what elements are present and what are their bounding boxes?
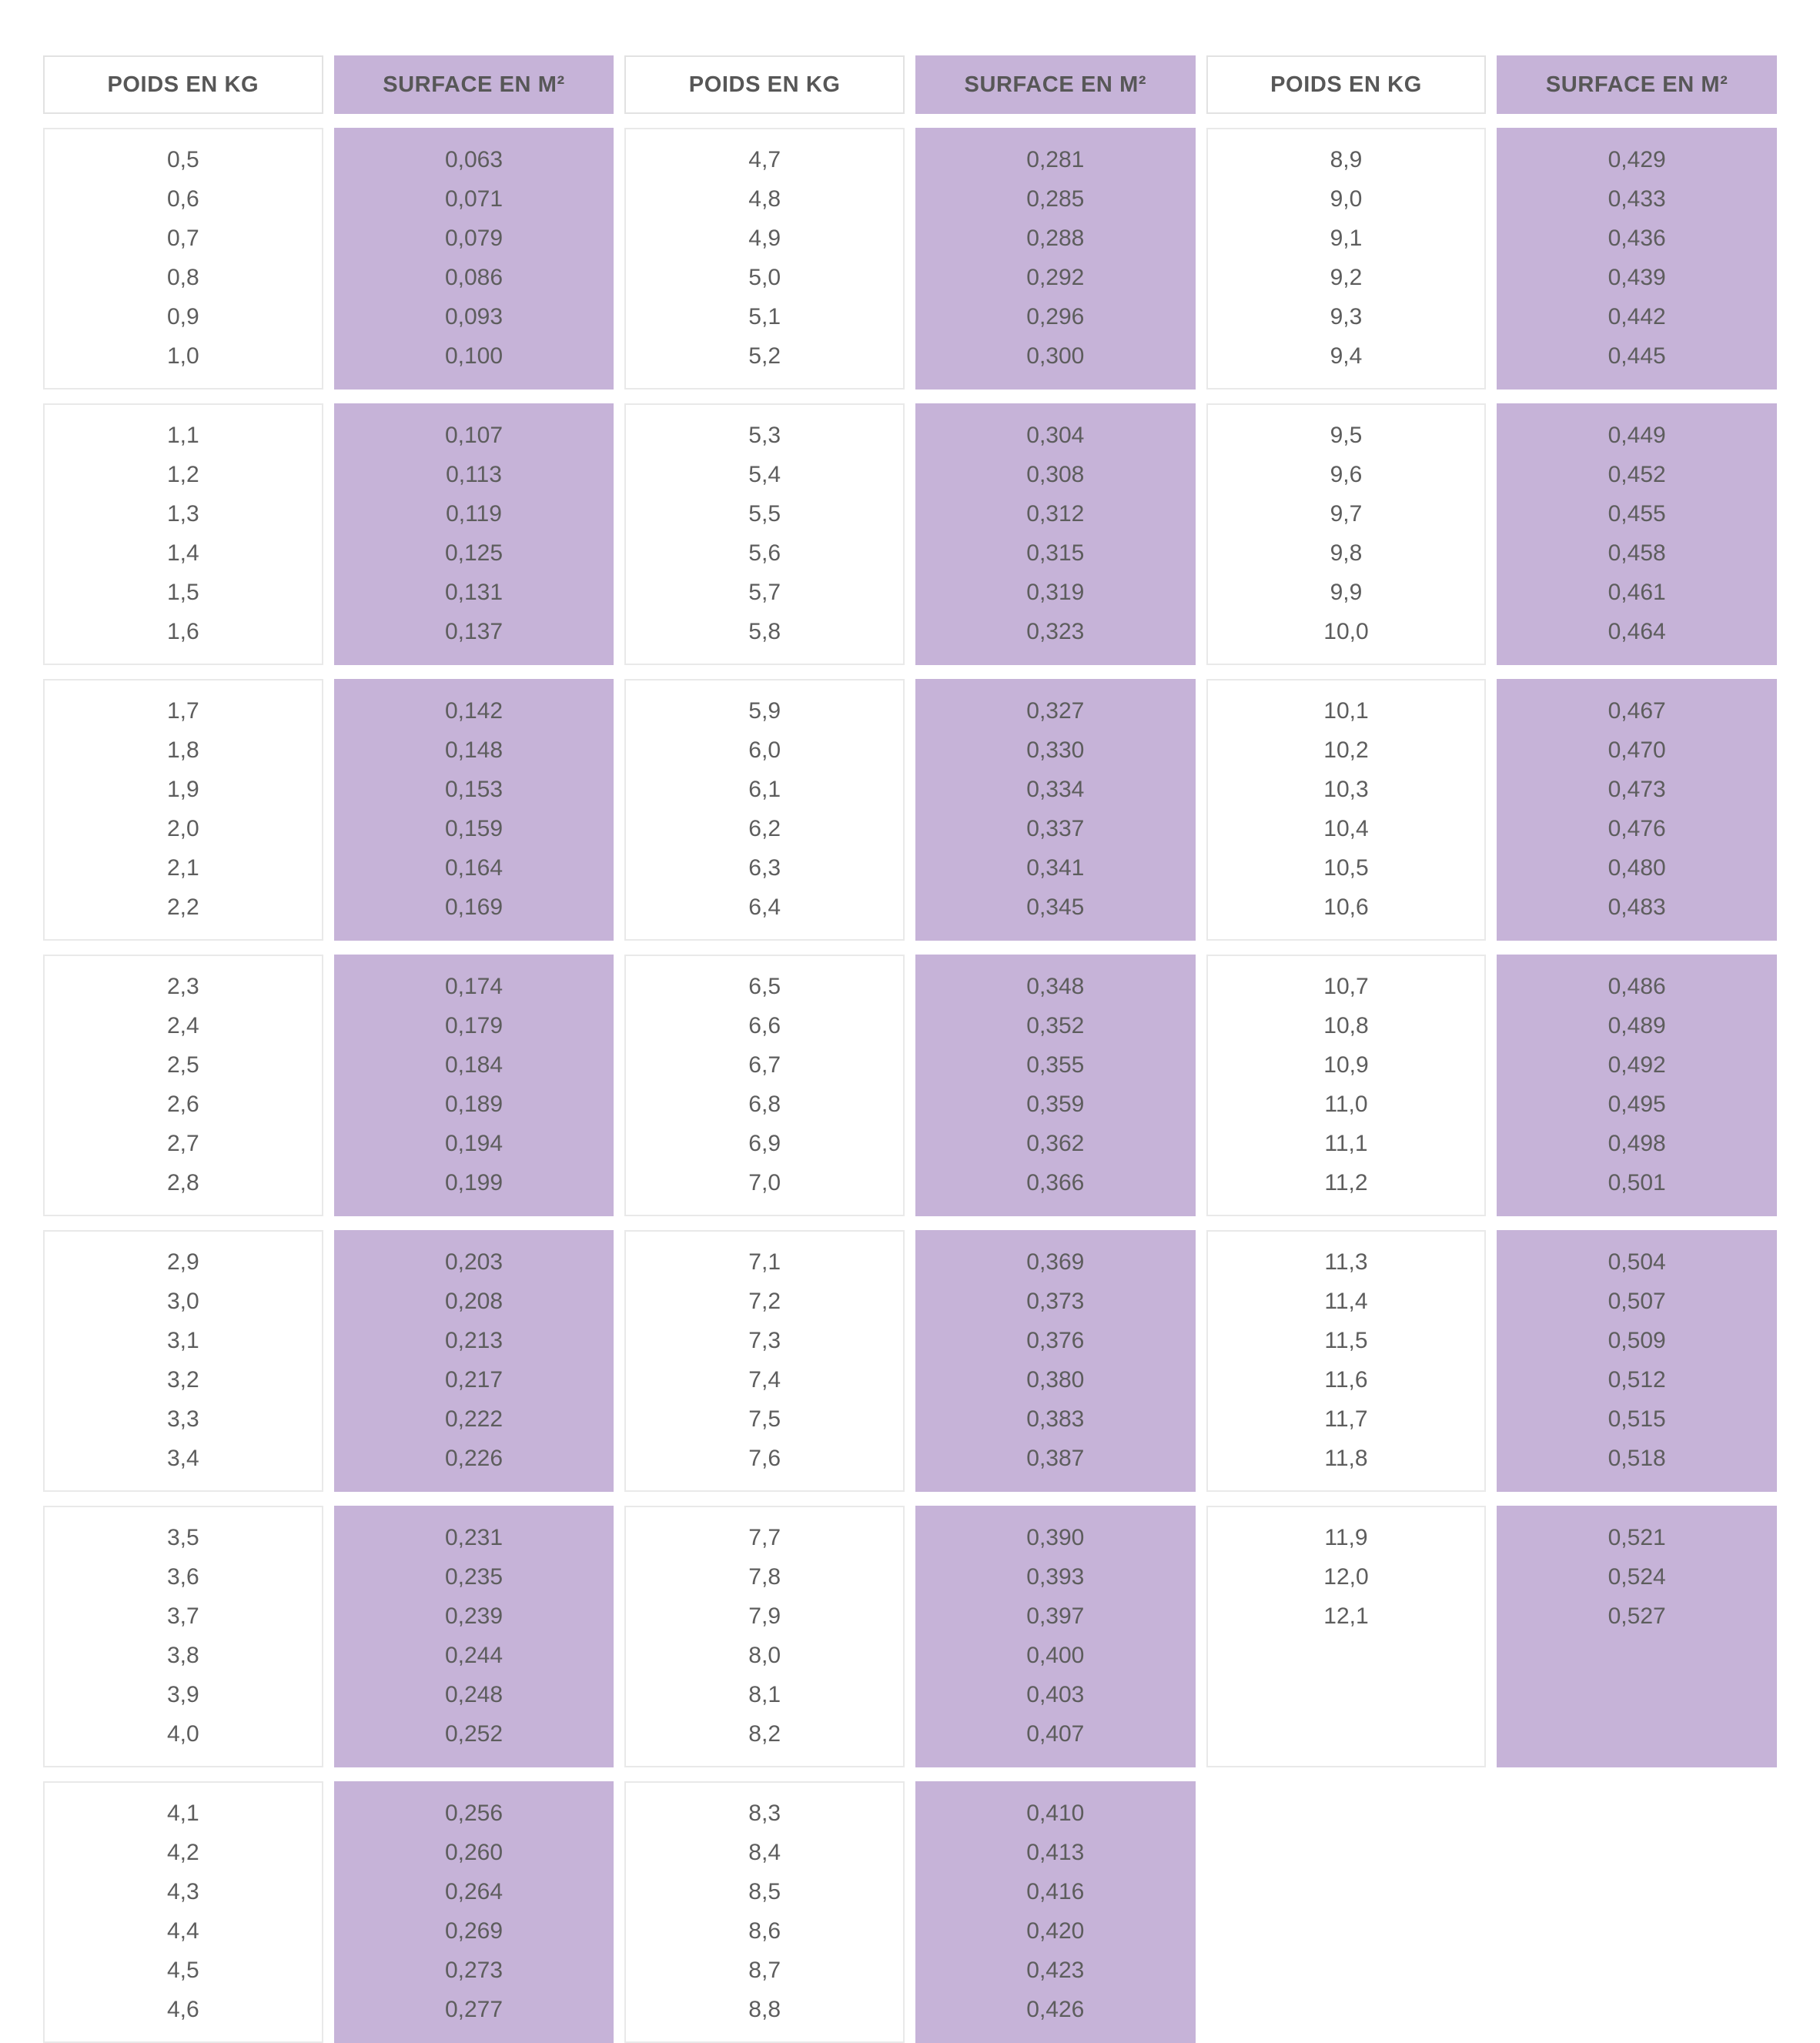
table-value: 1,1 [166,423,199,448]
table-value: 0,194 [444,1131,504,1156]
table-cell [334,1506,614,1767]
table-value: 8,6 [748,1918,781,1944]
table-value: 2,7 [166,1131,199,1156]
table-value: 11,1 [1324,1131,1368,1156]
table-value: 0,296 [1026,304,1085,329]
table-value: 0,495 [1608,1092,1666,1117]
table-value: 7,1 [748,1249,781,1275]
table-value: 6,6 [748,1013,781,1038]
table-value: 0,107 [444,423,504,448]
table-value: 10,7 [1323,974,1369,999]
table-value: 10,2 [1323,737,1369,763]
table-value: 0,407 [1026,1721,1085,1747]
table-cell [334,1230,614,1492]
table-value: 0,063 [444,147,504,172]
column-header-surface-1: SURFACE EN M² [334,55,614,114]
table-value: 8,5 [748,1879,781,1904]
table-value: 0,429 [1608,147,1666,172]
table-value: 0,8 [166,265,199,290]
table-value: 0,455 [1608,501,1666,527]
table-value: 5,5 [748,501,781,527]
table-value: 0,512 [1608,1367,1666,1393]
table-value: 1,2 [166,462,199,487]
table-value: 0,458 [1608,540,1666,566]
table-value: 7,9 [748,1603,781,1629]
table-value: 0,518 [1608,1446,1666,1471]
table-cell [1497,403,1777,665]
table-value: 1,3 [166,501,199,527]
table-value: 11,2 [1324,1170,1368,1195]
table-value: 3,5 [166,1525,199,1550]
table-value: 9,5 [1330,423,1363,448]
table-value: 0,164 [444,855,504,881]
column-header-surface-3: SURFACE EN M² [1497,55,1777,114]
table-value: 0,137 [444,619,504,644]
table-value: 0,199 [444,1170,504,1195]
table-cell [1206,955,1487,1216]
table-value: 3,7 [166,1603,199,1629]
table-value: 0,420 [1026,1918,1085,1944]
table-value: 0,348 [1026,974,1085,999]
table-value: 4,5 [166,1958,199,1983]
column-header-poids-2: POIDS EN KG [624,55,905,114]
table-value: 8,9 [1330,147,1363,172]
table-grid [43,55,1777,2043]
table-value: 0,334 [1026,777,1085,802]
table-value: 9,9 [1330,580,1363,605]
table-value: 7,6 [748,1446,781,1471]
block-gap [43,1492,1777,1506]
table-value: 2,9 [166,1249,199,1275]
table-value: 0,244 [444,1643,504,1668]
table-cell [915,403,1196,665]
table-cell [334,955,614,1216]
table-value: 0,467 [1608,698,1666,724]
table-value: 0,369 [1026,1249,1085,1275]
table-value: 0,400 [1026,1643,1085,1668]
table-value: 11,6 [1324,1367,1368,1393]
table-value: 2,3 [166,974,199,999]
table-value: 0,327 [1026,698,1085,724]
table-value: 0,524 [1608,1564,1666,1590]
table-value: 1,0 [166,343,199,369]
table-value: 6,0 [748,737,781,763]
header-spacer [43,114,1777,128]
table-value: 0,442 [1608,304,1666,329]
table-value: 0,362 [1026,1131,1085,1156]
table-value: 9,7 [1330,501,1363,527]
table-value: 2,8 [166,1170,199,1195]
table-cell [1497,1230,1777,1492]
table-value: 0,521 [1608,1525,1666,1550]
table-value: 2,4 [166,1013,199,1038]
table-value: 11,9 [1324,1525,1368,1550]
table-cell-empty [1206,1781,1487,2043]
table-value: 0,527 [1608,1603,1666,1629]
table-value: 11,0 [1324,1092,1368,1117]
table-value: 2,5 [166,1052,199,1078]
table-value: 8,7 [748,1958,781,1983]
table-value: 0,300 [1026,343,1085,369]
table-cell [1497,128,1777,390]
table-value: 0,217 [444,1367,504,1393]
table-value: 5,1 [748,304,781,329]
table-value: 0,179 [444,1013,504,1038]
table-value: 0,486 [1608,974,1666,999]
table-value: 0,464 [1608,619,1666,644]
table-value: 3,3 [166,1406,199,1432]
table-value: 7,8 [748,1564,781,1590]
table-cell-empty [1497,1781,1777,2043]
table-value: 10,5 [1323,855,1369,881]
column-header-surface-2: SURFACE EN M² [915,55,1196,114]
table-value: 0,341 [1026,855,1085,881]
table-value: 0,445 [1608,343,1666,369]
table-value: 5,7 [748,580,781,605]
table-value: 0,383 [1026,1406,1085,1432]
table-value: 10,9 [1323,1052,1369,1078]
table-value: 5,8 [748,619,781,644]
table-value: 1,7 [166,698,199,724]
table-value: 0,252 [444,1721,504,1747]
table-value: 3,6 [166,1564,199,1590]
table-value: 11,4 [1324,1289,1368,1314]
table-value: 0,086 [444,265,504,290]
table-value: 0,203 [444,1249,504,1275]
table-value: 0,380 [1026,1367,1085,1393]
table-value: 5,4 [748,462,781,487]
table-value: 4,8 [748,186,781,212]
table-value: 0,189 [444,1092,504,1117]
table-value: 8,8 [748,1997,781,2022]
table-value: 0,473 [1608,777,1666,802]
table-value: 4,1 [166,1801,199,1826]
table-value: 0,410 [1026,1801,1085,1826]
table-cell [624,1781,905,2043]
table-value: 8,1 [748,1682,781,1707]
table-value: 0,7 [166,226,199,251]
table-value: 0,5 [166,147,199,172]
table-value: 0,470 [1608,737,1666,763]
table-value: 0,292 [1026,265,1085,290]
block-gap [43,665,1777,679]
table-value: 11,7 [1324,1406,1368,1432]
table-value: 0,449 [1608,423,1666,448]
table-value: 0,373 [1026,1289,1085,1314]
table-value: 0,235 [444,1564,504,1590]
block-gap [43,1767,1777,1781]
table-value: 0,390 [1026,1525,1085,1550]
table-value: 7,2 [748,1289,781,1314]
table-value: 11,5 [1324,1328,1368,1353]
table-value: 4,4 [166,1918,199,1944]
table-value: 0,352 [1026,1013,1085,1038]
table-cell [1206,1506,1487,1767]
table-value: 7,0 [748,1170,781,1195]
table-value: 0,403 [1026,1682,1085,1707]
table-cell [624,1506,905,1767]
table-value: 0,264 [444,1879,504,1904]
table-value: 0,159 [444,816,504,841]
table-value: 8,2 [748,1721,781,1747]
table-value: 0,355 [1026,1052,1085,1078]
table-value: 0,359 [1026,1092,1085,1117]
table-cell [334,403,614,665]
table-cell [1206,679,1487,941]
table-value: 0,125 [444,540,504,566]
table-value: 0,208 [444,1289,504,1314]
table-value: 4,7 [748,147,781,172]
table-value: 9,4 [1330,343,1363,369]
table-value: 0,119 [446,501,502,527]
table-value: 0,239 [444,1603,504,1629]
table-cell [624,128,905,390]
table-value: 3,9 [166,1682,199,1707]
table-cell [624,679,905,941]
table-value: 6,2 [748,816,781,841]
table-cell [43,1230,323,1492]
table-value: 0,366 [1026,1170,1085,1195]
table-value: 10,6 [1323,894,1369,920]
table-cell [915,128,1196,390]
table-value: 0,436 [1608,226,1666,251]
table-value: 5,6 [748,540,781,566]
table-value: 9,2 [1330,265,1363,290]
table-value: 0,288 [1026,226,1085,251]
table-cell [1206,128,1487,390]
table-value: 1,8 [166,737,199,763]
table-value: 0,079 [444,226,504,251]
table-cell [43,679,323,941]
column-header-poids-1: POIDS EN KG [43,55,323,114]
table-value: 3,0 [166,1289,199,1314]
table-cell [915,1230,1196,1492]
table-value: 0,304 [1026,423,1085,448]
table-value: 0,433 [1608,186,1666,212]
table-value: 0,498 [1608,1131,1666,1156]
table-cell [43,955,323,1216]
table-value: 2,2 [166,894,199,920]
table-value: 0,153 [444,777,504,802]
table-value: 0,492 [1608,1052,1666,1078]
table-value: 6,7 [748,1052,781,1078]
table-value: 6,5 [748,974,781,999]
table-value: 0,476 [1608,816,1666,841]
table-value: 0,413 [1026,1840,1085,1865]
table-value: 0,416 [1026,1879,1085,1904]
table-value: 9,0 [1330,186,1363,212]
table-value: 0,174 [444,974,504,999]
table-value: 0,501 [1608,1170,1666,1195]
table-value: 0,315 [1026,540,1085,566]
table-cell [915,679,1196,941]
table-cell [43,1781,323,2043]
table-value: 0,308 [1026,462,1085,487]
table-value: 0,260 [444,1840,504,1865]
table-value: 0,273 [444,1958,504,1983]
table-value: 4,9 [748,226,781,251]
table-value: 0,277 [444,1997,504,2022]
table-value: 0,504 [1608,1249,1666,1275]
table-value: 0,256 [444,1801,504,1826]
table-value: 12,1 [1323,1603,1369,1629]
table-value: 0,397 [1026,1603,1085,1629]
table-value: 0,393 [1026,1564,1085,1590]
column-header-poids-3: POIDS EN KG [1206,55,1487,114]
table-value: 0,226 [444,1446,504,1471]
table-value: 8,3 [748,1801,781,1826]
table-value: 0,387 [1026,1446,1085,1471]
table-value: 0,461 [1608,580,1666,605]
table-value: 3,1 [166,1328,199,1353]
table-value: 0,509 [1608,1328,1666,1353]
table-value: 0,426 [1026,1997,1085,2022]
table-value: 9,6 [1330,462,1363,487]
table-value: 6,4 [748,894,781,920]
table-value: 2,0 [166,816,199,841]
block-gap [43,1216,1777,1230]
table-cell [1206,403,1487,665]
table-value: 0,9 [166,304,199,329]
table-value: 0,093 [444,304,504,329]
table-value: 5,3 [748,423,781,448]
table-value: 1,9 [166,777,199,802]
table-value: 5,0 [748,265,781,290]
table-value: 10,4 [1323,816,1369,841]
table-value: 3,4 [166,1446,199,1471]
table-cell [1206,1230,1487,1492]
table-value: 0,184 [444,1052,504,1078]
table-cell [43,128,323,390]
block-gap [43,941,1777,955]
table-value: 0,142 [444,698,504,724]
table-value: 0,489 [1608,1013,1666,1038]
table-value: 11,3 [1324,1249,1368,1275]
table-value: 7,4 [748,1367,781,1393]
table-value: 0,213 [444,1328,504,1353]
table-value: 0,169 [444,894,504,920]
table-value: 6,3 [748,855,781,881]
table-cell [624,403,905,665]
table-value: 0,131 [444,580,504,605]
table-value: 1,5 [166,580,199,605]
table-value: 7,5 [748,1406,781,1432]
table-value: 10,1 [1323,698,1369,724]
table-value: 0,507 [1608,1289,1666,1314]
table-value: 6,1 [748,777,781,802]
table-value: 0,281 [1026,147,1085,172]
table-value: 8,0 [748,1643,781,1668]
table-value: 11,8 [1324,1446,1368,1471]
table-cell [334,128,614,390]
table-value: 0,113 [446,462,502,487]
table-value: 10,3 [1323,777,1369,802]
table-value: 0,452 [1608,462,1666,487]
table-value: 0,071 [444,186,504,212]
table-value: 9,1 [1330,226,1363,251]
table-value: 7,3 [748,1328,781,1353]
table-value: 10,8 [1323,1013,1369,1038]
table-cell [43,1506,323,1767]
table-value: 6,9 [748,1131,781,1156]
table-cell [334,679,614,941]
table-cell [624,955,905,1216]
table-value: 1,4 [166,540,199,566]
table-value: 3,8 [166,1643,199,1668]
table-value: 4,6 [166,1997,199,2022]
table-cell [334,1781,614,2043]
block-gap [43,390,1777,403]
table-value: 7,7 [748,1525,781,1550]
table-value: 0,222 [444,1406,504,1432]
table-cell [1497,679,1777,941]
table-cell [915,1506,1196,1767]
table-value: 0,515 [1608,1406,1666,1432]
table-value: 10,0 [1323,619,1369,644]
table-cell [624,1230,905,1492]
table-value: 4,2 [166,1840,199,1865]
table-value: 0,248 [444,1682,504,1707]
table-value: 0,319 [1026,580,1085,605]
table-cell [1497,1506,1777,1767]
table-cell [915,955,1196,1216]
table-value: 0,483 [1608,894,1666,920]
table-value: 0,330 [1026,737,1085,763]
table-value: 0,285 [1026,186,1085,212]
table-value: 1,6 [166,619,199,644]
table-value: 8,4 [748,1840,781,1865]
table-value: 4,0 [166,1721,199,1747]
table-cell [43,403,323,665]
table-value: 3,2 [166,1367,199,1393]
table-value: 0,337 [1026,816,1085,841]
table-value: 5,2 [748,343,781,369]
table-value: 0,423 [1026,1958,1085,1983]
table-cell [915,1781,1196,2043]
table-value: 0,323 [1026,619,1085,644]
table-value: 0,148 [444,737,504,763]
table-value: 12,0 [1323,1564,1369,1590]
table-value: 0,345 [1026,894,1085,920]
table-value: 9,8 [1330,540,1363,566]
table-value: 5,9 [748,698,781,724]
table-value: 0,376 [1026,1328,1085,1353]
table-value: 9,3 [1330,304,1363,329]
table-value: 2,6 [166,1092,199,1117]
table-value: 0,231 [444,1525,504,1550]
table-value: 2,1 [166,855,199,881]
table-cell [1497,955,1777,1216]
table-value: 0,439 [1608,265,1666,290]
table-value: 0,269 [444,1918,504,1944]
table-value: 6,8 [748,1092,781,1117]
table-value: 0,480 [1608,855,1666,881]
table-value: 0,312 [1026,501,1085,527]
table-value: 4,3 [166,1879,199,1904]
table-value: 0,6 [166,186,199,212]
table-value: 0,100 [444,343,504,369]
